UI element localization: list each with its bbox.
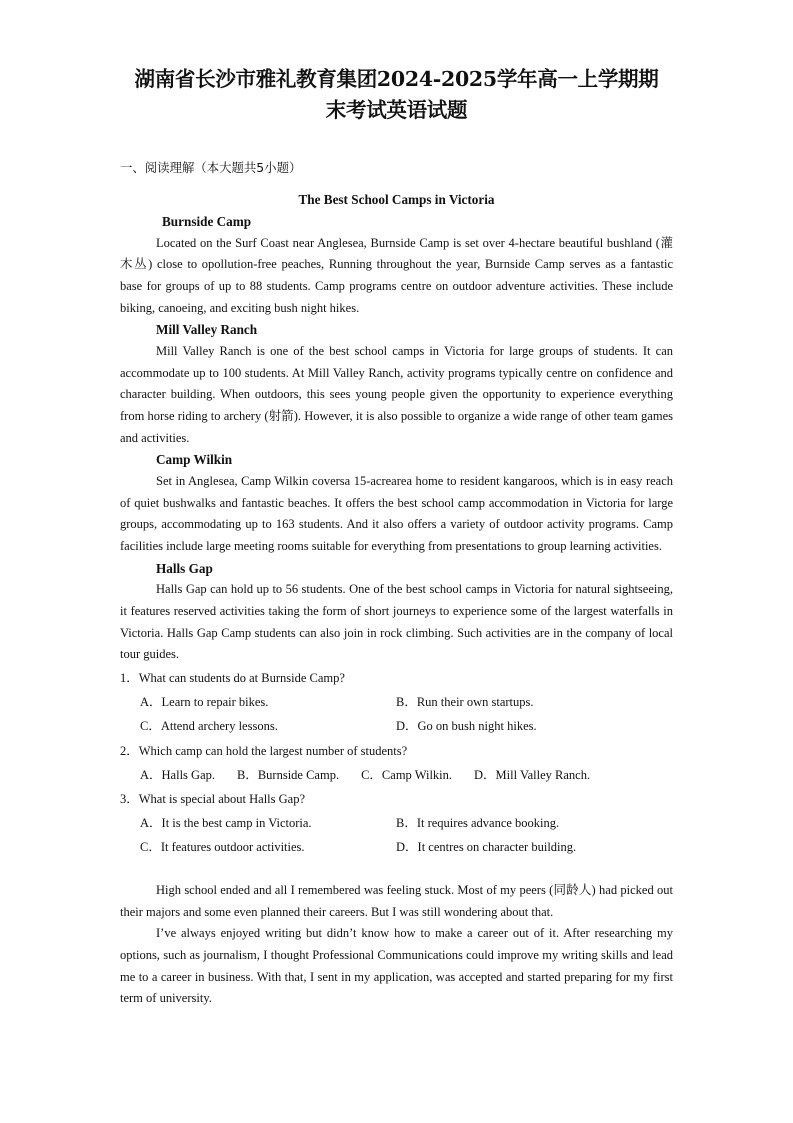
camp-heading-wilkin: Camp Wilkin [156,452,233,468]
camp-paragraph-mill-valley: Mill Valley Ranch is one of the best school camps in Victoria for large groups of students. It can accommodate up to 100 students. At Mill Valley Ranch, activity programs typically centre on confidence and character building. When outdoors, this sees young people given the opportunity to experience everything from horse riding to archery (射箭). However, it is also possible to organize a wide range of other team games and activities. [120,343,673,445]
question-1: 1．What can students do at Burnside Camp? [120,670,345,685]
title-line-2: 末考试英语试题 [325,98,468,122]
option: B．It requires advance booking. [396,815,560,830]
passage2-paragraph-1: High school ended and all I remembered was feeling stuck. Most of my peers (同龄人) had picked out their majors and some even planned their careers. But I was still wondering about that. [120,882,673,919]
question-2: 2．Which camp can hold the largest number of students? [120,743,408,758]
document-title [120,0,673,126]
question-1-options [120,690,673,739]
camp-heading-halls-gap: Halls Gap [156,560,213,576]
option: A．Learn to repair bikes. [140,694,269,709]
option: B．Run their own startups. [396,694,534,709]
title-line-1: 湖南省长沙市雅礼教育集团2024-2025学年高一上学期期 [134,67,659,91]
camp-heading-mill-valley: Mill Valley Ranch [156,322,258,338]
option: C．Attend archery lessons. [140,719,278,734]
passage-title: The Best School Camps in Victoria [298,192,495,207]
camp-heading-burnside: Burnside Camp [162,214,252,229]
section-heading: 一、阅读理解（本大题共5小题） [120,160,302,175]
option: D．Go on bush night hikes. [396,719,537,734]
option: C．Camp Wilkin. [361,767,453,782]
camp-paragraph-wilkin: Set in Anglesea, Camp Wilkin coversa 15-acrearea home to resident kangaroos, which is in easy reach of quiet bushwalks and fantastic beaches. It offers the best school camp accommodation in Victoria for large groups, accommodating up to 163 students. And it also offers a variety of outdoor activity programs. Camp facilities include large meeting rooms suitable for everything from presentations to group learning activities. [120,473,673,553]
option: D．Mill Valley Ranch. [474,767,591,782]
camp-paragraph-halls-gap: Halls Gap can hold up to 56 students. One of the best school camps in Victoria for natural sightseeing, it features reserved activities taking the form of short journeys to experience some of the largest waterfalls in Victoria. Halls Gap Camp students can also join in rock climbing. Such activities are in the company of local tour guides. [120,582,673,662]
option: A．Halls Gap. [140,767,215,782]
question-2-options [120,763,673,787]
question-3-options [120,811,673,860]
option: B．Burnside Camp. [237,767,340,782]
spacer [120,860,673,880]
option: C．It features outdoor activities. [140,840,305,855]
camp-paragraph-burnside: Located on the Surf Coast near Anglesea, Burnside Camp is set over 4-hectare beautiful bushland (灌木丛) close to opollution-free peaches, Running throughout the year, Burnside Camp serves as a fantastic base for groups of up to 88 students. Camp programs centre on outdoor adventure activities. These include biking, canoeing, and exciting bush night hikes. [120,235,673,315]
option: A．It is the best camp in Victoria. [140,815,312,830]
option: D．It centres on character building. [396,840,577,855]
passage2-paragraph-2: I’ve always enjoyed writing but didn’t know how to make a career out of it. After researching my options, such as journalism, I thought Professional Communications could improve my writing skills and lead me to a career in business. With that, I sent in my application, was accepted and started preparing for my first term of university. [120,926,673,1006]
question-3: 3．What is special about Halls Gap? [120,791,306,806]
